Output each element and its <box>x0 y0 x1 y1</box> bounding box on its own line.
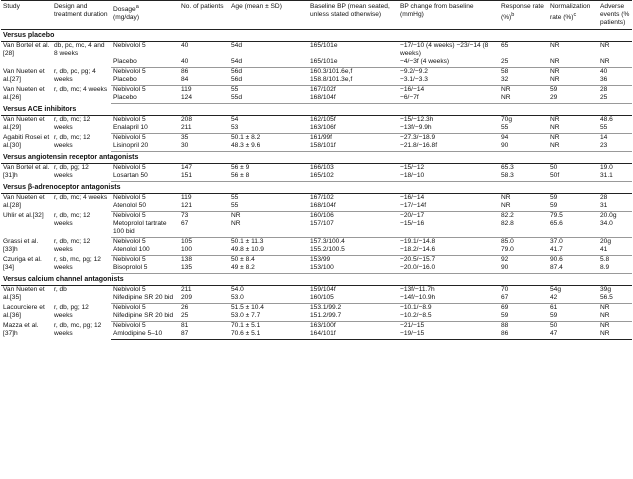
response-rate-cell: NR <box>499 94 548 104</box>
section-row <box>1 182 632 194</box>
age-cell: 56 ± 8 <box>229 172 308 182</box>
dosage-cell: Lisinopril 20 <box>111 142 179 152</box>
age-cell: 56d <box>231 68 243 75</box>
dosage-cell: Nifedipine SR 20 bid <box>111 294 179 304</box>
baseline-bp-cell: 158/101f <box>308 142 398 152</box>
response-rate-cell: 59 <box>499 312 548 322</box>
section-title: Versus ACE inhibitors <box>1 104 632 116</box>
age-cell: 49 ± 8.2 <box>229 264 308 274</box>
design-cell: r, db, mc; 12 weeks <box>54 211 91 227</box>
section-row <box>1 274 632 286</box>
response-rate-cell: NR <box>501 194 511 201</box>
header-baseline-bp: Baseline BP (mean seated, unless stated otherwise) <box>308 1 398 30</box>
design-cell: r, db, mc; 4 weeks <box>54 194 108 201</box>
adverse-events-cell: 23 <box>598 142 632 152</box>
adverse-events-cell: 19.0 <box>600 164 613 171</box>
study-cell: Grassi et al.[33]h <box>3 237 39 253</box>
adverse-events-cell: NR <box>598 58 632 68</box>
study-cell: Van Bortel et al.[28] <box>3 42 50 57</box>
baseline-bp-cell: 151.2/99.7 <box>308 312 398 322</box>
normalization-rate-cell: NR <box>550 42 560 49</box>
bp-change-cell: −6/−7f <box>398 94 499 104</box>
adverse-events-cell: 40 <box>600 68 608 75</box>
section-row <box>1 152 632 164</box>
bp-change-cell: −17/−10 (4 weeks) −23/−14 (8 weeks) <box>400 42 489 57</box>
age-cell: NR <box>229 220 308 238</box>
age-cell: 54 <box>231 116 239 123</box>
table-row <box>1 238 632 247</box>
results-table <box>1 0 632 340</box>
adverse-events-cell: 28 <box>600 194 608 201</box>
table-body <box>1 30 632 340</box>
table-row <box>1 68 632 77</box>
patients-cell: 84 <box>179 76 229 86</box>
normalization-rate-cell: 59 <box>548 202 598 212</box>
age-cell: 70.6 ± 5.1 <box>229 330 308 340</box>
study-cell: Van Nueten et al.[35] <box>3 286 45 301</box>
header-age: Age (mean ± SD) <box>229 1 308 30</box>
normalization-rate-cell: NR <box>550 134 560 141</box>
bp-change-cell: −20/−17 <box>400 212 425 219</box>
section-title: Versus calcium channel antagonists <box>1 274 632 286</box>
response-rate-cell: 25 <box>499 58 548 68</box>
normalization-rate-cell: 59 <box>550 194 558 201</box>
table-row <box>1 86 632 95</box>
normalization-rate-cell: 37.0 <box>550 238 563 245</box>
response-rate-cell: 82.2 <box>501 212 514 219</box>
study-cell: Van Nueten et al.[27] <box>3 67 45 83</box>
age-cell: 56d <box>229 76 308 86</box>
patients-cell: 100 <box>179 246 229 256</box>
patients-cell: 211 <box>179 124 229 134</box>
header-study: Study <box>1 1 52 30</box>
normalization-rate-cell: 50f <box>548 172 598 182</box>
baseline-bp-cell: 161/99f <box>310 134 332 141</box>
baseline-bp-cell: 160/105 <box>308 294 398 304</box>
dosage-cell: Nifedipine SR 20 bid <box>111 312 179 322</box>
response-rate-cell: 86 <box>499 330 548 340</box>
normalization-rate-cell: NR <box>548 76 598 86</box>
normalization-rate-cell: 54g <box>550 286 562 293</box>
normalization-rate-cell: 90.6 <box>550 256 563 263</box>
baseline-bp-cell: 164/101f <box>308 330 398 340</box>
baseline-bp-cell: 153/99 <box>310 256 331 263</box>
response-rate-cell: 90 <box>499 142 548 152</box>
header-bp-change: BP change from baseline (mmHg) <box>398 1 499 30</box>
design-cell: r, db, mc; 4 weeks <box>54 85 108 93</box>
adverse-events-cell: 20.0g <box>600 212 617 219</box>
response-rate-cell: 55 <box>499 124 548 134</box>
normalization-rate-cell: 59 <box>548 312 598 322</box>
bp-change-cell: −21/−15 <box>400 322 425 329</box>
adverse-events-cell: 55 <box>598 124 632 134</box>
dosage-cell: Bisoprolol 5 <box>111 264 179 274</box>
baseline-bp-cell: 165/101e <box>308 58 398 68</box>
response-rate-cell: NR <box>501 86 511 93</box>
bp-change-cell: −10.1/−8.9 <box>400 304 432 311</box>
header-normalization: Normalization rate (%)$^c$ <box>548 1 598 30</box>
normalization-rate-cell: 41.7 <box>548 246 598 256</box>
baseline-bp-cell: 168/104f <box>308 94 398 104</box>
patients-cell: 26 <box>181 304 189 311</box>
baseline-bp-cell: 153.1/99.2 <box>310 304 342 311</box>
age-cell: 55d <box>229 94 308 104</box>
design-cell: db, pc, mc, 4 and 8 weeks <box>54 42 105 57</box>
age-cell: 70.1 ± 5.1 <box>231 322 261 329</box>
bp-change-cell: −20.5/−15.7 <box>400 256 436 263</box>
normalization-rate-cell: 29 <box>548 94 598 104</box>
adverse-events-cell: 28 <box>600 86 608 93</box>
baseline-bp-cell: 168/104f <box>308 202 398 212</box>
dosage-cell: Nebivolol 5 <box>113 238 146 245</box>
study-cell: Uhlir et al.[32] <box>3 211 44 219</box>
normalization-rate-cell: 87.4 <box>548 264 598 274</box>
response-rate-cell: 90 <box>499 264 548 274</box>
adverse-events-cell: 56.5 <box>598 294 632 304</box>
baseline-bp-cell: 157.3/100.4 <box>310 238 345 245</box>
adverse-events-cell: 48.6 <box>600 116 613 123</box>
dosage-cell: Atenolol 100 <box>111 246 179 256</box>
study-cell: Van Bortel et al.[31]h <box>3 164 50 179</box>
response-rate-cell: 65.3 <box>501 164 514 171</box>
table-row <box>1 164 632 173</box>
response-rate-cell: 70g <box>501 116 513 123</box>
header-adverse: Adverse events (% patients) <box>598 1 632 30</box>
age-cell: 50 ± 8.4 <box>231 256 255 263</box>
baseline-bp-cell: 166/103 <box>310 164 334 171</box>
study-cell: Van Nueten et al.[26] <box>3 85 45 101</box>
header-patients: No. of patients <box>179 1 229 30</box>
dosage-cell: Nebivolol 5 <box>113 42 146 49</box>
patients-cell: 135 <box>179 264 229 274</box>
design-cell: r, db, pg; 12 weeks <box>54 164 89 179</box>
dosage-cell: Placebo <box>111 58 179 68</box>
design-cell: r, db, mc; 12 weeks <box>54 133 91 149</box>
baseline-bp-cell: 160/106 <box>310 212 334 219</box>
patients-cell: 147 <box>181 164 193 171</box>
study-cell: Czuriga et al.[34] <box>3 255 42 271</box>
adverse-events-cell: NR <box>600 304 610 311</box>
design-cell: r, db <box>54 286 67 293</box>
dosage-cell: Nebivolol 5 <box>113 116 146 123</box>
normalization-rate-cell: 61 <box>550 304 558 311</box>
baseline-bp-cell: 162/105f <box>310 116 336 123</box>
normalization-rate-cell: 79.5 <box>550 212 563 219</box>
dosage-cell: Enalapril 10 <box>111 124 179 134</box>
adverse-events-cell: 31.1 <box>598 172 632 182</box>
normalization-rate-cell: 42 <box>548 294 598 304</box>
baseline-bp-cell: 167/102 <box>310 194 334 201</box>
normalization-rate-cell: 47 <box>548 330 598 340</box>
design-cell: r, db, mc; 12 weeks <box>54 116 91 131</box>
response-rate-cell: 58 <box>501 68 509 75</box>
dosage-cell: Nebivolol 5 <box>113 286 146 293</box>
patients-cell: 138 <box>181 256 193 263</box>
patients-cell: 209 <box>179 294 229 304</box>
bp-change-cell: −9.2/−9.2 <box>400 68 428 75</box>
dosage-cell: Nebivolol 5 <box>113 194 146 201</box>
patients-cell: 81 <box>181 322 189 329</box>
age-cell: 53.0 <box>229 294 308 304</box>
bp-change-cell: −13f/−11.7h <box>400 286 435 293</box>
bp-change-cell: −15/−12 <box>400 164 425 171</box>
adverse-events-cell: 14 <box>600 134 608 141</box>
bp-change-cell: −15/−16 <box>398 220 499 238</box>
adverse-events-cell: 41 <box>598 246 632 256</box>
study-cell: Lacourciere et al.[36] <box>3 303 45 319</box>
header-response: Response rate (%)$^b$ <box>499 1 548 30</box>
age-cell: 48.3 ± 9.6 <box>229 142 308 152</box>
patients-cell: 105 <box>181 238 193 245</box>
header-design: Design and treatment duration <box>52 1 111 30</box>
dosage-cell: Amlodipine 5–10 <box>111 330 179 340</box>
dosage-cell: Atenolol 50 <box>111 202 179 212</box>
normalization-rate-cell: 65.6 <box>548 220 598 238</box>
patients-cell: 208 <box>181 116 193 123</box>
age-cell: NR <box>231 212 241 219</box>
response-rate-cell: 88 <box>501 322 509 329</box>
dosage-cell: Nebivolol 5 <box>113 304 146 311</box>
normalization-rate-cell: 59 <box>550 86 558 93</box>
normalization-rate-cell: NR <box>548 142 598 152</box>
adverse-events-cell: NR <box>598 312 632 322</box>
dosage-cell: Nebivolol 5 <box>113 68 146 75</box>
age-cell: 54.0 <box>231 286 244 293</box>
dosage-cell: Nebivolol 5 <box>113 322 146 329</box>
design-cell: r, db, pg; 12 weeks <box>54 303 89 319</box>
age-cell: 55 <box>229 202 308 212</box>
patients-cell: 73 <box>181 212 189 219</box>
patients-cell: 119 <box>181 194 192 201</box>
age-cell: 54d <box>229 58 308 68</box>
baseline-bp-cell: 153/100 <box>308 264 398 274</box>
adverse-events-cell: NR <box>600 322 610 329</box>
bp-change-cell: −27.3/−18.9 <box>400 134 436 141</box>
age-cell: 53 <box>229 124 308 134</box>
section-row <box>1 104 632 116</box>
normalization-rate-cell: 50 <box>550 164 558 171</box>
table-row <box>1 286 632 295</box>
patients-cell: 40 <box>179 58 229 68</box>
section-title: Versus placebo <box>1 30 632 42</box>
adverse-events-cell: NR <box>598 330 632 340</box>
dosage-cell: Nebivolol 5 <box>113 164 146 171</box>
response-rate-cell: 32 <box>499 76 548 86</box>
baseline-bp-cell: 160.3/101.6e,f <box>310 68 353 75</box>
patients-cell: 40 <box>181 42 189 49</box>
patients-cell: 25 <box>179 312 229 322</box>
design-cell: r, db, pc, pg; 4 weeks <box>54 67 96 83</box>
table-row <box>1 134 632 143</box>
bp-change-cell: −17/−14f <box>398 202 499 212</box>
age-cell: 55 <box>231 86 239 93</box>
adverse-events-cell: 5.8 <box>600 256 610 263</box>
response-rate-cell: 69 <box>501 304 509 311</box>
bp-change-cell: −19/−15 <box>398 330 499 340</box>
dosage-cell: Metoprolol tartrate 100 bid <box>111 220 179 238</box>
design-cell: r, db, mc; 12 weeks <box>54 237 91 253</box>
adverse-events-cell: 25 <box>598 94 632 104</box>
age-cell: 54d <box>231 42 243 49</box>
response-rate-cell: 67 <box>499 294 548 304</box>
patients-cell: 35 <box>181 134 189 141</box>
header-dosage: Dosage$^a$ (mg/day) <box>111 1 179 30</box>
patients-cell: 87 <box>179 330 229 340</box>
table-row <box>1 322 632 331</box>
patients-cell: 30 <box>179 142 229 152</box>
baseline-bp-cell: 157/107 <box>308 220 398 238</box>
normalization-rate-cell: NR <box>550 116 560 123</box>
bp-change-cell: −13f/−9.9h <box>398 124 499 134</box>
study-cell: Agabiti Rosei et al.[30] <box>3 133 50 149</box>
table-row <box>1 212 632 221</box>
bp-change-cell: −18.2/−14.6 <box>398 246 499 256</box>
table-header <box>1 1 632 30</box>
header-row <box>1 1 632 30</box>
age-cell: 49.8 ± 10.9 <box>229 246 308 256</box>
adverse-events-cell: 20g <box>600 238 612 245</box>
response-rate-cell: NR <box>499 202 548 212</box>
design-cell: r, sb, mc, pg; 12 weeks <box>54 255 101 271</box>
patients-cell: 67 <box>179 220 229 238</box>
bp-change-cell: −19.1/−14.8 <box>400 238 436 245</box>
table-row <box>1 304 632 313</box>
bp-change-cell: −14f/−10.9h <box>398 294 499 304</box>
dosage-cell: Placebo <box>111 76 179 86</box>
patients-cell: 211 <box>181 286 192 293</box>
response-rate-cell: 65 <box>501 42 509 49</box>
normalization-rate-cell: NR <box>550 68 560 75</box>
design-cell: r, db, mc, pg; 12 weeks <box>54 321 102 337</box>
patients-cell: 151 <box>179 172 229 182</box>
table-row <box>1 116 632 125</box>
bp-change-cell: −16/−14 <box>400 194 425 201</box>
bp-change-cell: −20.0/−16.0 <box>398 264 499 274</box>
baseline-bp-cell: 165/102 <box>308 172 398 182</box>
adverse-events-cell: 34.0 <box>598 220 632 238</box>
age-cell: 56 ± 9 <box>231 164 250 171</box>
response-rate-cell: 92 <box>501 256 509 263</box>
age-cell: 50.1 ± 11.3 <box>231 238 264 245</box>
bp-change-cell: −16/−14 <box>400 86 425 93</box>
section-title: Versus angiotensin receptor antagonists <box>1 152 632 164</box>
dosage-cell: Nebivolol 5 <box>113 212 146 219</box>
dosage-cell: Losartan 50 <box>111 172 179 182</box>
study-cell: Van Nueten et al.[28] <box>3 194 45 209</box>
bp-change-cell: −3.1/−3.3 <box>398 76 499 86</box>
baseline-bp-cell: 159/104f <box>310 286 336 293</box>
baseline-bp-cell: 163/100f <box>310 322 336 329</box>
patients-cell: 86 <box>181 68 189 75</box>
patients-cell: 119 <box>181 86 192 93</box>
adverse-events-cell: 31 <box>598 202 632 212</box>
adverse-events-cell: 36 <box>598 76 632 86</box>
bp-change-cell: −10.2/−8.5 <box>398 312 499 322</box>
baseline-bp-cell: 167/102f <box>310 86 336 93</box>
patients-cell: 121 <box>179 202 229 212</box>
study-cell: Mazza et al.[37]h <box>3 321 39 337</box>
baseline-bp-cell: 155.2/100.5 <box>308 246 398 256</box>
response-rate-cell: 70 <box>501 286 509 293</box>
age-cell: 51.5 ± 10.4 <box>231 304 264 311</box>
age-cell: 50.1 ± 8.2 <box>231 134 261 141</box>
baseline-bp-cell: 163/106f <box>308 124 398 134</box>
response-rate-cell: 82.8 <box>499 220 548 238</box>
bp-change-cell: −4/−3f (4 weeks) <box>398 58 499 68</box>
normalization-rate-cell: NR <box>548 58 598 68</box>
table-row <box>1 256 632 265</box>
dosage-cell: Nebivolol 5 <box>113 256 146 263</box>
adverse-events-cell: 39g <box>600 286 612 293</box>
response-rate-cell: 85.0 <box>501 238 514 245</box>
age-cell: 53.0 ± 7.7 <box>229 312 308 322</box>
table-row <box>1 42 632 59</box>
bp-change-cell: −21.8/−16.8f <box>398 142 499 152</box>
dosage-cell: Nebivolol 5 <box>113 86 146 93</box>
response-rate-cell: 94 <box>501 134 509 141</box>
dosage-cell: Nebivolol 5 <box>113 134 146 141</box>
study-cell: Van Nueten et al.[29] <box>3 116 45 131</box>
dosage-cell: Placebo <box>111 94 179 104</box>
normalization-rate-cell: 50 <box>550 322 558 329</box>
bp-change-cell: −15/−12.3h <box>400 116 434 123</box>
adverse-events-cell: NR <box>600 42 610 49</box>
response-rate-cell: 58.3 <box>499 172 548 182</box>
section-title: Versus β-adrenoceptor antagonists <box>1 182 632 194</box>
patients-cell: 124 <box>179 94 229 104</box>
adverse-events-cell: 8.9 <box>598 264 632 274</box>
bp-change-cell: −18/−10 <box>398 172 499 182</box>
age-cell: 55 <box>231 194 239 201</box>
normalization-rate-cell: NR <box>548 124 598 134</box>
baseline-bp-cell: 158.8/101.3e,f <box>308 76 398 86</box>
section-row <box>1 30 632 42</box>
baseline-bp-cell: 165/101e <box>310 42 338 49</box>
response-rate-cell: 79.0 <box>499 246 548 256</box>
table-row <box>1 194 632 203</box>
